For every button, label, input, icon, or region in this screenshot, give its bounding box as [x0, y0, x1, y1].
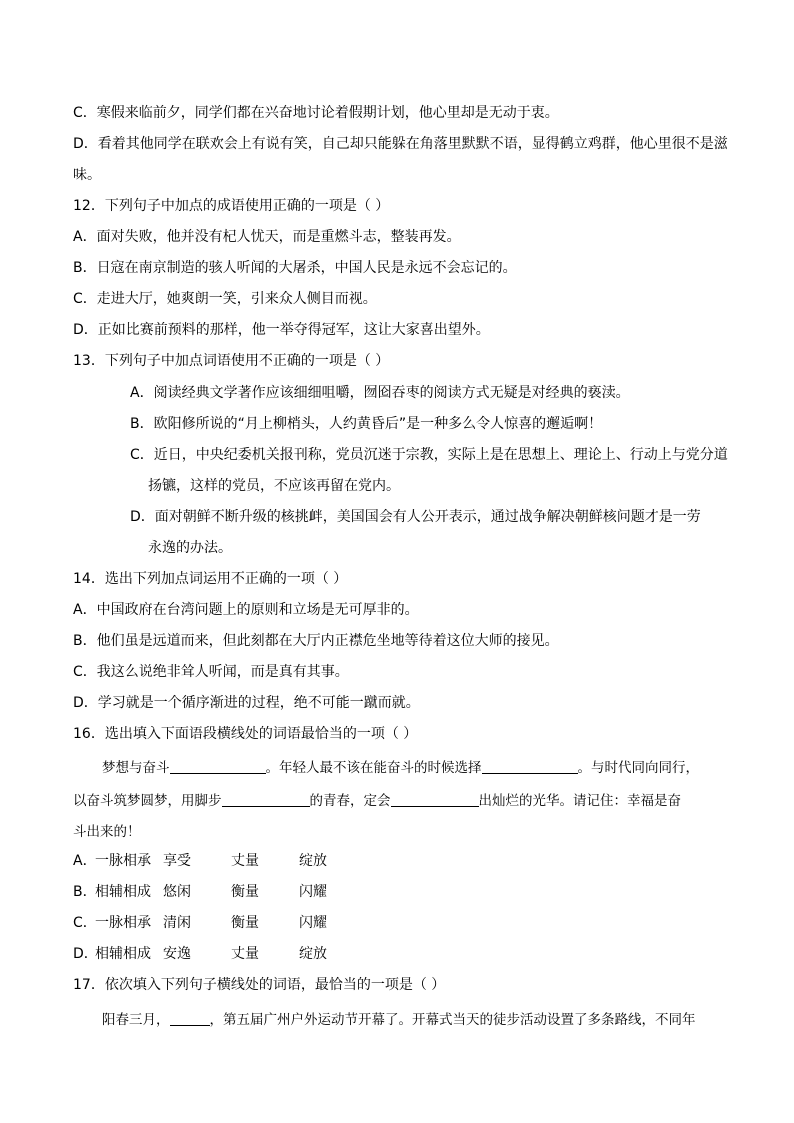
- q12-option-a: A．面对失败，他并没有杞人忧天，而是重燃斗志，整装再发。: [73, 229, 461, 245]
- option-word: 享受: [163, 853, 191, 869]
- blank-1: [170, 1011, 210, 1026]
- q13-option-d-cont: 永逸的办法。: [148, 540, 232, 556]
- passage-text: 。年轻人最不该在能奋斗的时候选择: [265, 760, 482, 776]
- option-word: 丈量: [231, 853, 259, 869]
- option-word: 闪耀: [299, 915, 327, 931]
- q11-option-c: C．寒假来临前夕，同学们都在兴奋地讨论着假期计划，他心里却是无动于衷。: [73, 105, 559, 121]
- option-label: A．: [73, 853, 97, 869]
- passage-text: ，第五届广州户外运动节开幕了。开幕式当天的徒步活动设置了多条路线，不同年: [209, 1012, 696, 1028]
- q16-option-a: [73, 852, 367, 870]
- q13-option-c-cont: 扬镳，这样的党员，不应该再留在党内。: [148, 478, 400, 494]
- option-label: B．: [73, 884, 97, 900]
- q11-option-d-cont: 味。: [73, 167, 101, 183]
- q16-option-b: [73, 883, 367, 901]
- q14-stem: 14．选出下列加点词运用不正确的一项（ ）: [73, 571, 348, 587]
- q16-passage-line3: 斗出来的！: [73, 824, 141, 840]
- option-word: 悠闲: [163, 884, 191, 900]
- option-word: 相辅相成: [95, 946, 151, 962]
- option-label: D．: [73, 946, 98, 962]
- passage-text: 出灿烂的光华。请记住：幸福是奋: [478, 793, 681, 809]
- q17-stem: 17．依次填入下列句子横线处的词语，最恰当的一项是（ ）: [73, 977, 446, 993]
- blank-3: [222, 792, 310, 807]
- passage-text: 。与时代同向同行，: [577, 760, 699, 776]
- q16-stem: 16．选出填入下面语段横线处的词语最恰当的一项（ ）: [73, 726, 418, 742]
- q13-option-d: D．面对朝鲜不断升级的核挑衅，美国国会有人公开表示，通过战争解决朝鲜核问题才是一劳: [130, 509, 701, 525]
- option-word: 衡量: [231, 884, 259, 900]
- passage-text: 梦想与奋斗: [102, 760, 170, 776]
- passage-text: 阳春三月，: [102, 1012, 170, 1028]
- option-word: 一脉相承: [95, 853, 151, 869]
- q12-stem: 12．下列句子中加点的成语使用正确的一项是（ ）: [73, 198, 390, 214]
- option-word: 清闲: [163, 915, 191, 931]
- q17-passage-line1: [102, 1011, 696, 1029]
- blank-2: [482, 759, 578, 774]
- q13-option-b: B．欧阳修所说的“月上柳梢头，人约黄昏后”是一种多么令人惊喜的邂逅啊！: [130, 416, 603, 432]
- option-word: 一脉相承: [95, 915, 151, 931]
- blank-1: [170, 759, 266, 774]
- option-word: 安逸: [163, 946, 191, 962]
- q13-stem: 13．下列句子中加点词语使用不正确的一项是（ ）: [73, 353, 390, 369]
- q12-option-d: D．正如比赛前预料的那样，他一举夺得冠军，这让大家喜出望外。: [73, 322, 490, 338]
- option-word: 绽放: [299, 946, 327, 962]
- q14-option-a: A．中国政府在台湾问题上的原则和立场是无可厚非的。: [73, 602, 419, 618]
- blank-4: [391, 792, 479, 807]
- q12-option-c: C．走进大厅，她爽朗一笑，引来众人侧目而视。: [73, 291, 377, 307]
- q16-option-d: [73, 945, 367, 963]
- option-word: 绽放: [299, 853, 327, 869]
- q11-option-d: D．看着其他同学在联欢会上有说有笑，自己却只能躲在角落里默默不语，显得鹤立鸡群，他心里很不是滋: [73, 136, 728, 152]
- option-label: C．: [73, 915, 97, 931]
- passage-text: 以奋斗筑梦圆梦，用脚步: [73, 793, 222, 809]
- passage-text: 的青春，定会: [309, 793, 391, 809]
- q16-option-c: [73, 914, 367, 932]
- q14-option-d: D．学习就是一个循序渐进的过程，绝不可能一蹴而就。: [73, 695, 420, 711]
- q14-option-c: C．我这么说绝非耸人听闻，而是真有其事。: [73, 664, 349, 680]
- q12-option-b: B．日寇在南京制造的骇人听闻的大屠杀，中国人民是永远不会忘记的。: [73, 260, 517, 276]
- q16-passage-line2: [73, 792, 681, 810]
- q16-passage-line1: [102, 759, 699, 777]
- option-word: 衡量: [231, 915, 259, 931]
- q13-option-c: C．近日，中央纪委机关报刊称，党员沉迷于宗教，实际上是在思想上、理论上、行动上与党分道: [130, 447, 728, 463]
- option-word: 闪耀: [299, 884, 327, 900]
- option-word: 相辅相成: [95, 884, 151, 900]
- option-word: 丈量: [231, 946, 259, 962]
- q14-option-b: B．他们虽是远道而来，但此刻都在大厅内正襟危坐地等待着这位大师的接见。: [73, 633, 559, 649]
- q13-option-a: A．阅读经典文学著作应该细细咀嚼，囫囵吞枣的阅读方式无疑是对经典的亵渎。: [130, 385, 630, 401]
